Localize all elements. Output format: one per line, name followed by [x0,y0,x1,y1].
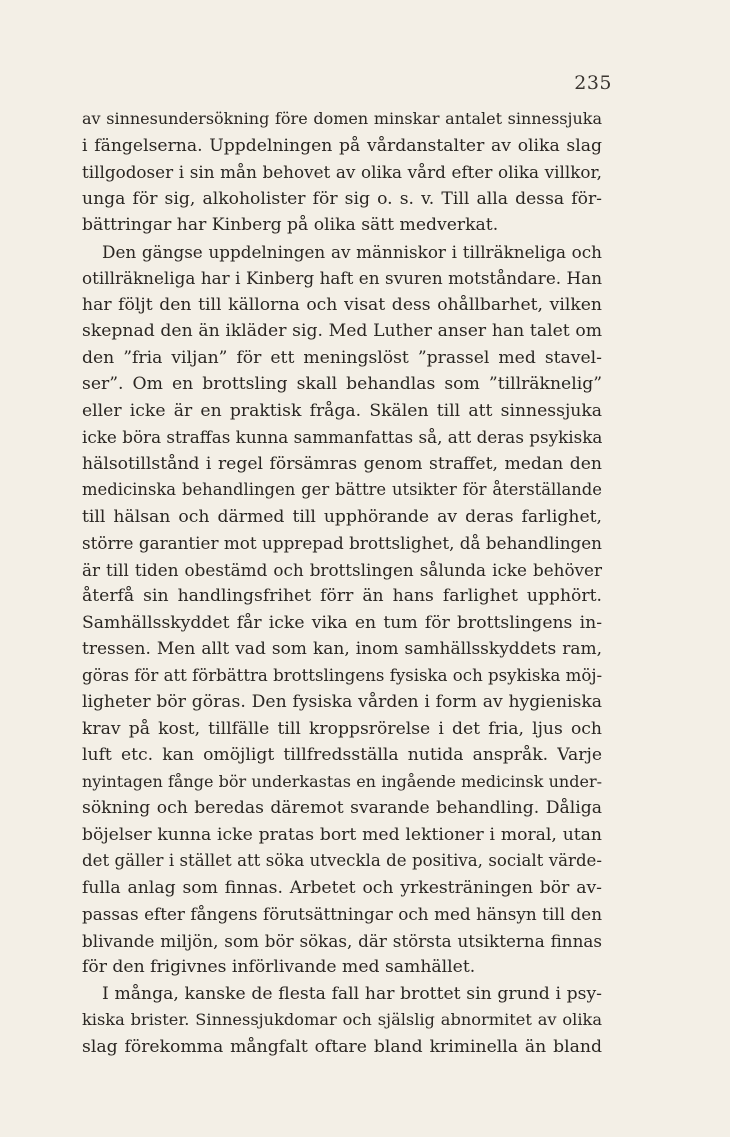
text-line: medicinska behandlingen ger bättre utsikter för återställande [82,480,602,499]
text-line: till hälsan och därmed till upphörande av deras farlighet, [82,506,602,527]
text-line: blivande miljön, som bör sökas, där största utsikterna finnas [82,930,602,951]
body-text [82,106,602,1060]
text-line: ser”. Om en brottsling skall behandlas som ”tillräknelig” [82,374,602,394]
text-line: icke böra straffas kunna sammanfattas så, att deras psykiska [82,427,603,447]
page-number: 235 [574,72,612,94]
text-line: i fängelserna. Uppdelningen på vårdanstalter av olika slag [82,135,602,156]
text-line: hälsotillstånd i regel försämras genom straffet, medan den [82,453,602,474]
text-line: kiska brister. Sinnessjukdomar och själslig abnormitet av olika [82,1010,602,1029]
text-line: krav på kost, tillfälle till kroppsrörelse i det fria, ljus och [82,718,602,739]
text-line: passas efter fångens förutsättningar och med hänsyn till den [82,904,602,924]
text-line: ligheter bör göras. Den fysiska vården i form av hygieniska [82,692,602,712]
text-line: eller icke är en praktisk fråga. Skälen till att sinnessjuka [82,400,602,421]
text-line: tressen. Men allt vad som kan, inom samhällsskyddets ram, [82,639,602,659]
text-line: slag förekomma mångfalt oftare bland kriminella än bland [82,1036,602,1057]
text-line: tillgodoser i sin mån behovet av olika vård efter olika villkor, [82,162,602,182]
text-line: nyintagen fånge bör underkastas en ingående medicinsk under- [82,771,602,791]
text-line: unga för sig, alkoholister för sig o. s. v. Till alla dessa för- [82,188,602,209]
text-line: större garantier mot upprepad brottslighet, då behandlingen [82,533,602,553]
text-line: böjelser kunna icke pratas bort med lektioner i moral, utan [82,824,602,845]
text-line: är till tiden obestämd och brottslingen sålunda icke behöver [82,559,602,580]
text-line: bättringar har Kinberg på olika sätt medverkat. [82,215,499,235]
text-line: otillräkneliga har i Kinberg haft en svuren motståndare. Han [82,268,602,288]
text-line: I många, kanske de flesta fall har brottet sin grund i psy- [102,983,602,1004]
text-line: återfå sin handlingsfrihet förr än hans farlighet upphört. [82,586,602,606]
text-line: luft etc. kan omöjligt tillfredsställa nutida anspråk. Varje [82,745,602,765]
text-line: av sinnesundersökning före domen minskar antalet sinnessjuka [82,109,602,128]
text-line: skepnad den än ikläder sig. Med Luther anser han talet om [82,321,602,341]
text-line: sökning och beredas däremot svarande behandling. Dåliga [82,798,602,818]
text-line: för den frigivnes införlivande med samhället. [82,957,476,977]
text-line: Samhällsskyddet får icke vika en tum för brottslingens in- [82,612,602,633]
text-line: Den gängse uppdelningen av människor i tillräkneliga och [102,241,602,262]
text-line: göras för att förbättra brottslingens fysiska och psykiska möj- [82,665,603,685]
text-line: det gäller i stället att söka utveckla de positiva, socialt värde- [82,851,602,870]
text-line: har följt den till källorna och visat dess ohållbarhet, vilken [82,294,602,315]
text-line: fulla anlag som finnas. Arbetet och yrkesträningen bör av- [82,877,602,898]
text-line: den ”fria viljan” för ett meningslöst ”prassel med stavel- [82,347,602,368]
